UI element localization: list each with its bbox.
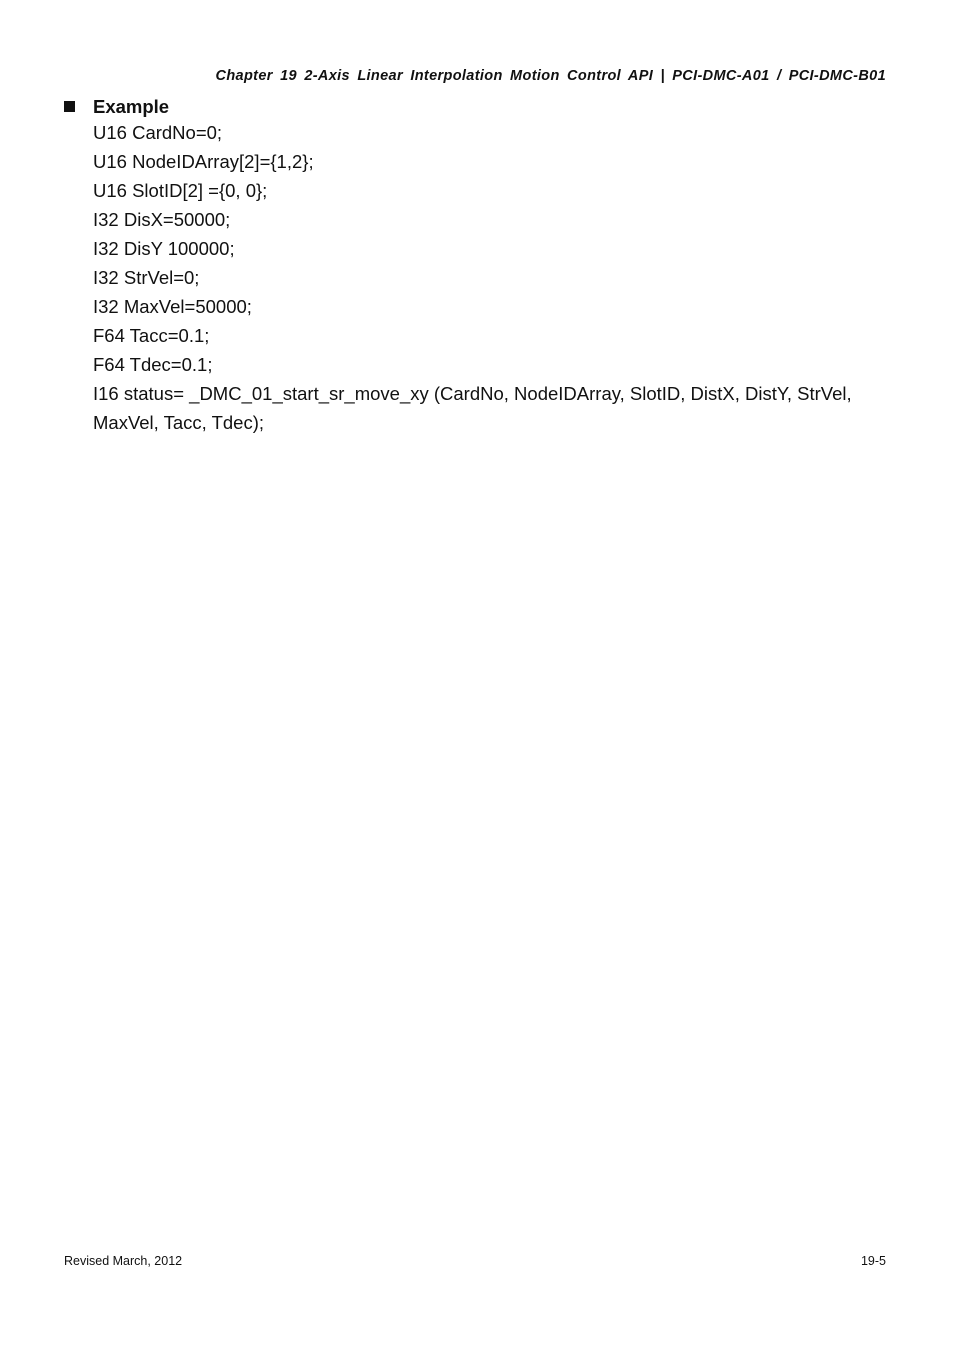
code-line: I32 StrVel=0; [93,267,200,288]
code-example [64,118,894,437]
code-line: I32 DisY 100000; [93,238,235,259]
section-heading [64,95,894,118]
code-line: I32 DisX=50000; [93,209,231,230]
page-header: Chapter 19 2-Axis Linear Interpolation Motion Control API | PCI-DMC-A01 / PCI-DMC-B01 [215,68,886,84]
code-line: U16 CardNo=0; [93,122,223,143]
code-line: F64 Tdec=0.1; [93,354,213,375]
footer-page-number: 19-5 [860,1254,886,1268]
square-bullet-icon [64,101,75,112]
section-heading-label: Example [93,95,170,117]
example-section [64,95,894,437]
code-line: I16 status= _DMC_01_start_sr_move_xy (CardNo, NodeIDArray, SlotID, DistX, DistY, StrVel, MaxVel, Tacc, Tdec); [93,383,852,433]
footer-revision: Revised March, 2012 [64,1254,183,1268]
code-line: U16 SlotID[2] ={0, 0}; [93,180,268,201]
code-line: U16 NodeIDArray[2]={1,2}; [93,151,314,172]
code-line: I32 MaxVel=50000; [93,296,252,317]
code-line: F64 Tacc=0.1; [93,325,210,346]
